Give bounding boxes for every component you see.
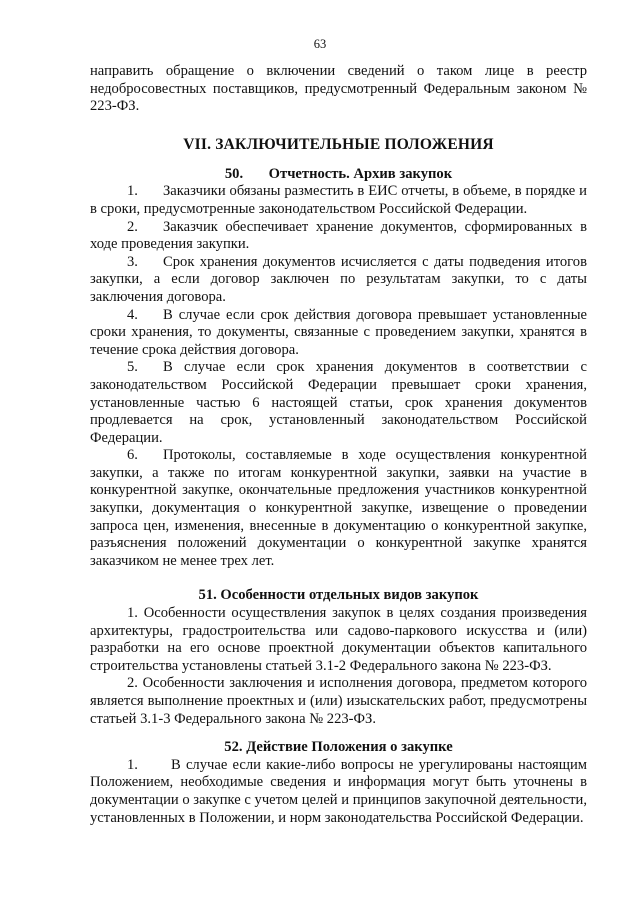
s52-item-1: [90, 757, 587, 827]
s50-item-1: [90, 183, 587, 218]
s50-item-6-num: 6.: [127, 447, 138, 464]
s50-item-5-text: В случае если срок хранения документов в соответствии с законодательством Российской Федерации превышает сроки хранения, установленные частью 6 настоящей статьи, срок хранения документов продлевается на срок, установленный законодательством Российской Федерации.: [90, 359, 587, 446]
heading-50-number: 50.: [224, 165, 244, 182]
s50-item-5-num: 5.: [127, 359, 138, 376]
s50-item-2-text: Заказчик обеспечивает хранение документов, сформированных в ходе проведения закупки.: [90, 218, 587, 253]
s51-item-2: 2. Особенности заключения и исполнения договора, предметом которого является выполнение проектных и (или) изыскательских работ, предусмотрены статьей 3.1-3 Федерального закона № 223-ФЗ.: [90, 675, 587, 727]
heading-52: 52. Действие Положения о закупке: [224, 739, 453, 756]
heading-51: 51. Особенности отдельных видов закупок: [198, 587, 479, 604]
intro-paragraph: направить обращение о включении сведений о таком лице в реестр недобросовестных поставщиков, предусмотренный Федеральным законом № 223-ФЗ.: [90, 63, 587, 115]
s50-item-2-num: 2.: [127, 218, 138, 235]
s50-item-6-text: Протоколы, составляемые в ходе осуществления конкурентной закупки, а также по итогам конкурентной закупки, заявки на участие в конкурентной закупке, окончательные предложения участников конкурентной закупки, документация о конкурентной закупке, извещение о проведении запроса цен, изменения, внесенные в документацию о конкурентной закупке, разъяснения положений документации о конкурентной закупке хранятся заказчиком не менее трех лет.: [90, 447, 587, 569]
s50-item-3-num: 3.: [127, 253, 138, 270]
s50-item-6: [90, 447, 587, 570]
s50-item-3-text: Срок хранения документов исчисляется с даты подведения итогов закупки, а если договор заключен по результатам закупки, то с даты заключения договора.: [90, 253, 587, 305]
heading-50: [90, 166, 587, 184]
s50-item-4: [90, 307, 587, 360]
section-title: VII. ЗАКЛЮЧИТЕЛЬНЫЕ ПОЛОЖЕНИЯ: [183, 135, 494, 153]
s51-item-1: 1. Особенности осуществления закупок в целях создания произведения архитектуры, градостроительства или садово-паркового искусства и (или) разработки на его основе проектной документации объектов капитального строительства установлены статьей 3.1-2 Федерального закона № 223-ФЗ.: [90, 605, 587, 674]
s50-item-1-text: Заказчики обязаны разместить в ЕИС отчеты, в объеме, в порядке и в сроки, предусмотренные законодательством Российской Федерации.: [90, 183, 587, 217]
page-number: 63: [313, 37, 327, 51]
s50-item-1-num: 1.: [127, 183, 138, 200]
s50-item-5: [90, 359, 587, 447]
document-body: [90, 63, 587, 827]
s50-item-4-text: В случае если срок действия договора превышает установленные сроки хранения, то документы, связанные с проведением закупки, хранятся в течение срока действия договора.: [90, 306, 587, 358]
s52-item-1-num: 1.: [127, 756, 138, 773]
heading-50-title: Отчетность. Архив закупок: [268, 165, 453, 182]
s52-item-1-text: В случае если какие-либо вопросы не урегулированы настоящим Положением, необходимые сведения и информация могут быть уточнены в документации о закупке с учетом целей и принципов закупочной деятельности, установленных в Положении, и норм законодательства Российской Федерации.: [90, 756, 587, 826]
s50-item-2: [90, 219, 587, 254]
s50-item-3: [90, 254, 587, 307]
s50-item-4-num: 4.: [127, 306, 138, 323]
